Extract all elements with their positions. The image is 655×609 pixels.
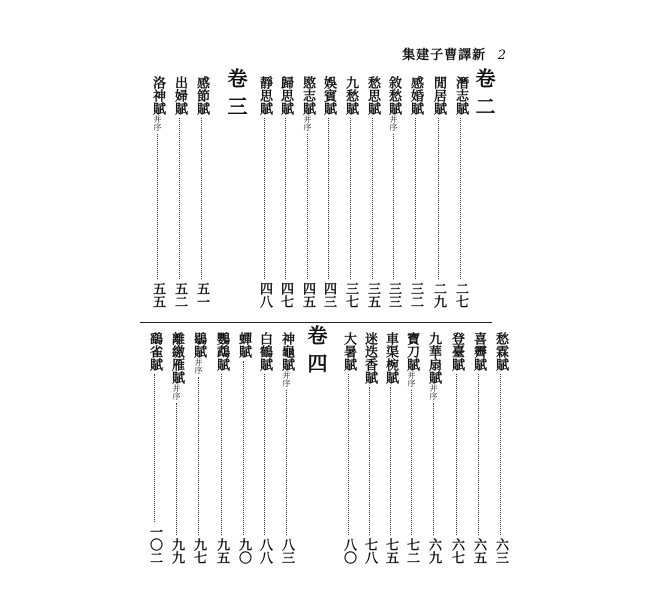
entry-title: 大暑賦 (341, 332, 356, 371)
entry-page: 八〇 (341, 538, 356, 564)
toc-entry (171, 76, 187, 308)
entry-title: 潛志賦 (453, 76, 468, 115)
entry-title: 喜霽賦 (471, 332, 486, 371)
volume-heading-2: 卷二 (472, 68, 496, 124)
entry-note: 并序 (194, 358, 203, 374)
entry-page: 三二 (408, 282, 423, 308)
entry-page: 一〇二 (147, 525, 162, 564)
entry-note: 并序 (282, 371, 291, 387)
entry-title: 愁霖賦 (493, 332, 508, 371)
dot-leader (500, 374, 501, 535)
toc-entry (340, 332, 356, 564)
volume-heading-3: 卷三 (224, 68, 248, 124)
header-title: 集建子曹譯新 (402, 48, 487, 63)
page-number: 2 (497, 48, 507, 63)
toc-entry (364, 76, 380, 308)
entry-title: 感婚賦 (408, 76, 423, 115)
entry-page: 九七 (191, 538, 206, 564)
entry-page: 五二 (172, 282, 187, 308)
toc-entry (277, 76, 293, 308)
entry-page: 六五 (471, 538, 486, 564)
dot-leader (456, 374, 457, 535)
dot-leader (460, 118, 461, 279)
entry-title: 歸思賦 (278, 76, 293, 115)
entry-page: 四三 (321, 282, 336, 308)
dot-leader (221, 374, 222, 535)
toc-entry (452, 76, 468, 308)
dot-leader (433, 403, 434, 535)
entry-title: 愁思賦 (365, 76, 380, 115)
volume-heading-4: 卷四 (304, 325, 328, 381)
entry-page: 六九 (426, 538, 441, 564)
toc-entry (256, 332, 272, 564)
entry-page: 九〇 (236, 538, 251, 564)
entry-page: 八三 (279, 538, 294, 564)
entry-note: 并序 (429, 384, 438, 400)
toc-entry (430, 76, 446, 308)
toc-entry (235, 332, 251, 564)
entry-title: 鶡賦 (191, 332, 206, 358)
toc-entry (403, 332, 419, 564)
dot-leader (264, 374, 265, 535)
toc-entry (168, 332, 184, 564)
entry-title: 敘愁賦 (386, 76, 401, 115)
entry-page: 五五 (150, 282, 165, 308)
entry-note: 并序 (303, 115, 312, 131)
toc-entry (193, 76, 209, 308)
entry-title: 九華扇賦 (426, 332, 441, 384)
entry-page: 二九 (431, 282, 446, 308)
entry-title: 蟬賦 (236, 332, 251, 358)
entry-title: 寶刀賦 (404, 332, 419, 371)
toc-entry (342, 76, 358, 308)
dot-leader (157, 134, 158, 279)
toc-entry (190, 332, 206, 564)
dot-leader (411, 390, 412, 535)
entry-page: 七八 (362, 538, 377, 564)
entry-page: 二七 (453, 282, 468, 308)
entry-title: 出婦賦 (172, 76, 187, 115)
toc-entry (256, 76, 272, 308)
toc-entry (385, 76, 401, 308)
dot-leader (393, 134, 394, 279)
toc-entry (382, 332, 398, 564)
entry-page: 六三 (493, 538, 508, 564)
dot-leader (478, 374, 479, 535)
dot-leader (438, 118, 439, 279)
dot-leader (285, 118, 286, 279)
entry-page: 四五 (300, 282, 315, 308)
entry-title: 閒居賦 (431, 76, 446, 115)
dot-leader (179, 118, 180, 279)
toc-entry (407, 76, 423, 308)
dot-leader (350, 118, 351, 279)
entry-title: 九愁賦 (343, 76, 358, 115)
entry-page: 四七 (278, 282, 293, 308)
dot-leader (369, 387, 370, 535)
dot-leader (390, 387, 391, 535)
dot-leader (372, 118, 373, 279)
entry-note: 并序 (172, 384, 181, 400)
entry-note: 并序 (153, 115, 162, 131)
entry-title: 神龜賦 (279, 332, 294, 371)
entry-title: 洛神賦 (150, 76, 165, 115)
entry-title: 登臺賦 (449, 332, 464, 371)
dot-leader (348, 374, 349, 535)
dot-leader (201, 118, 202, 279)
entry-title: 迷迭香賦 (362, 332, 377, 384)
entry-title: 靜思賦 (257, 76, 272, 115)
entry-title: 感節賦 (194, 76, 209, 115)
entry-title: 愍志賦 (300, 76, 315, 115)
entry-title: 車渠椀賦 (383, 332, 398, 384)
entry-title: 鸚鵡賦 (214, 332, 229, 371)
dot-leader (307, 134, 308, 279)
dot-leader (328, 118, 329, 279)
entry-page: 七五 (383, 538, 398, 564)
entry-page: 七二 (404, 538, 419, 564)
entry-page: 四八 (257, 282, 272, 308)
entry-page: 三三 (386, 282, 401, 308)
toc-entry (213, 332, 229, 564)
entry-page: 三五 (365, 282, 380, 308)
dot-leader (415, 118, 416, 279)
toc-entry (492, 332, 508, 564)
entry-page: 八八 (257, 538, 272, 564)
running-header (402, 44, 507, 63)
dot-leader (198, 377, 199, 535)
entry-note: 并序 (407, 371, 416, 387)
entry-page: 九五 (214, 538, 229, 564)
toc-entry (425, 332, 441, 564)
dot-leader (154, 374, 155, 522)
toc-entry (320, 76, 336, 308)
entry-title: 白鶴賦 (257, 332, 272, 371)
dot-leader (286, 390, 287, 535)
toc-entry (470, 332, 486, 564)
entry-title: 離繳雁賦 (169, 332, 184, 384)
entry-title: 鷂雀賦 (147, 332, 162, 371)
toc-entry (448, 332, 464, 564)
section-divider (140, 322, 492, 323)
entry-title: 娛賓賦 (321, 76, 336, 115)
entry-note: 并序 (389, 115, 398, 131)
dot-leader (243, 361, 244, 535)
dot-leader (264, 118, 265, 279)
toc-entry (299, 76, 315, 308)
toc-entry (361, 332, 377, 564)
toc-entry (146, 332, 162, 564)
entry-page: 五一 (194, 282, 209, 308)
toc-entry (278, 332, 294, 564)
dot-leader (176, 403, 177, 535)
entry-page: 六七 (449, 538, 464, 564)
entry-page: 三七 (343, 282, 358, 308)
toc-entry (149, 76, 165, 308)
entry-page: 九九 (169, 538, 184, 564)
